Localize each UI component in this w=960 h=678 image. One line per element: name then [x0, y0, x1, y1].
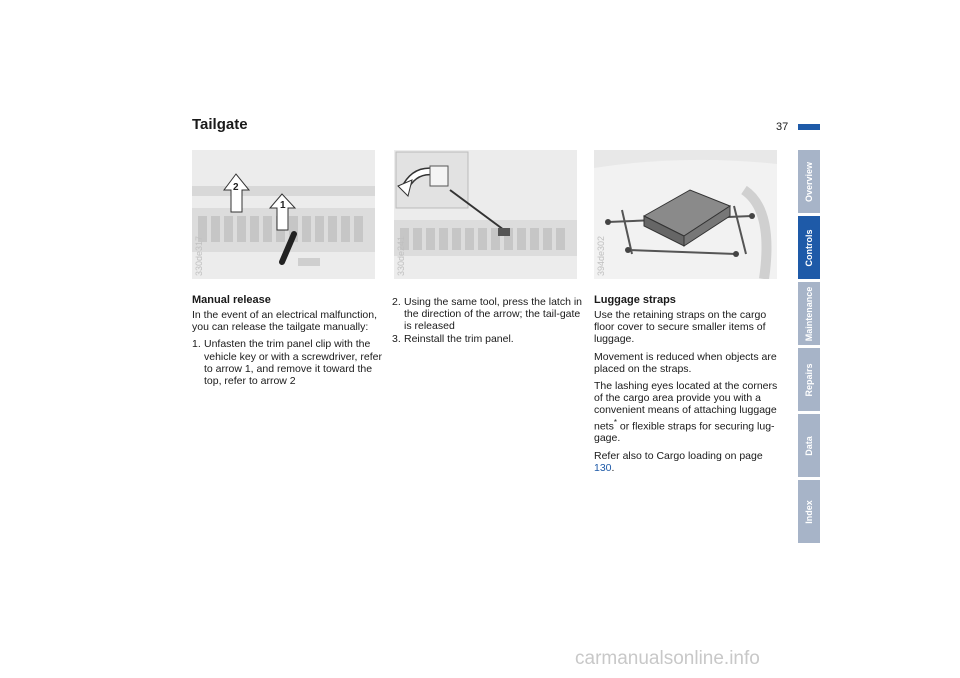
- tab-data[interactable]: Data: [798, 414, 820, 477]
- section-tabs: [798, 150, 820, 546]
- tab-maintenance[interactable]: Maintenance: [798, 282, 820, 345]
- page-link-130[interactable]: 130: [594, 461, 612, 474]
- arrow-2-label: 2: [233, 182, 239, 193]
- tab-controls[interactable]: Controls: [798, 216, 820, 279]
- figure-luggage-straps: [594, 150, 777, 279]
- manual-release-intro: In the event of an electrical malfunction, you can release the tailgate manually:: [192, 309, 378, 334]
- figure-code: 330de241: [396, 235, 406, 276]
- figure-latch: [394, 150, 577, 279]
- tab-overview[interactable]: Overview: [798, 150, 820, 213]
- list-item: 1. Unfasten the trim panel clip with the vehicle key or with a screwdriver, refer to arrow 1, and remove it toward the top, refer to arrow 2: [192, 338, 382, 388]
- page-number: 37: [776, 121, 789, 133]
- watermark: carmanualsonline.info: [575, 648, 760, 669]
- manual-release-text-col2: [392, 296, 582, 345]
- optional-equipment-star: *: [613, 417, 617, 427]
- tab-repairs[interactable]: Repairs: [798, 348, 820, 411]
- luggage-straps-heading: Luggage straps: [594, 294, 676, 306]
- figure-trim-panel-clip: [192, 150, 375, 279]
- luggage-straps-text: Use the retaining straps on the cargo floor cover to secure smaller items of luggage. Movement is reduced when objects are placed on the straps. The lashing eyes located at the corners of the cargo area provide you with a convenient means of attaching luggage nets* or flexible straps for securing lug-gage. Refer also to Cargo loading on page 130.: [594, 309, 778, 474]
- list-item: 2. Using the same tool, press the latch in the direction of the arrow; the tail-gate is released: [392, 296, 583, 333]
- figure-code: 330de317: [194, 235, 204, 276]
- arrow-1-label: 1: [280, 200, 286, 211]
- page-title: Tailgate: [192, 116, 248, 133]
- list-item: 3. Reinstall the trim panel.: [392, 332, 514, 345]
- tab-index[interactable]: Index: [798, 480, 820, 543]
- manual-release-heading: Manual release: [192, 294, 271, 306]
- figure-code: 394de302: [596, 235, 606, 276]
- page-marker: [798, 124, 820, 130]
- manual-release-text-col1: [192, 309, 382, 387]
